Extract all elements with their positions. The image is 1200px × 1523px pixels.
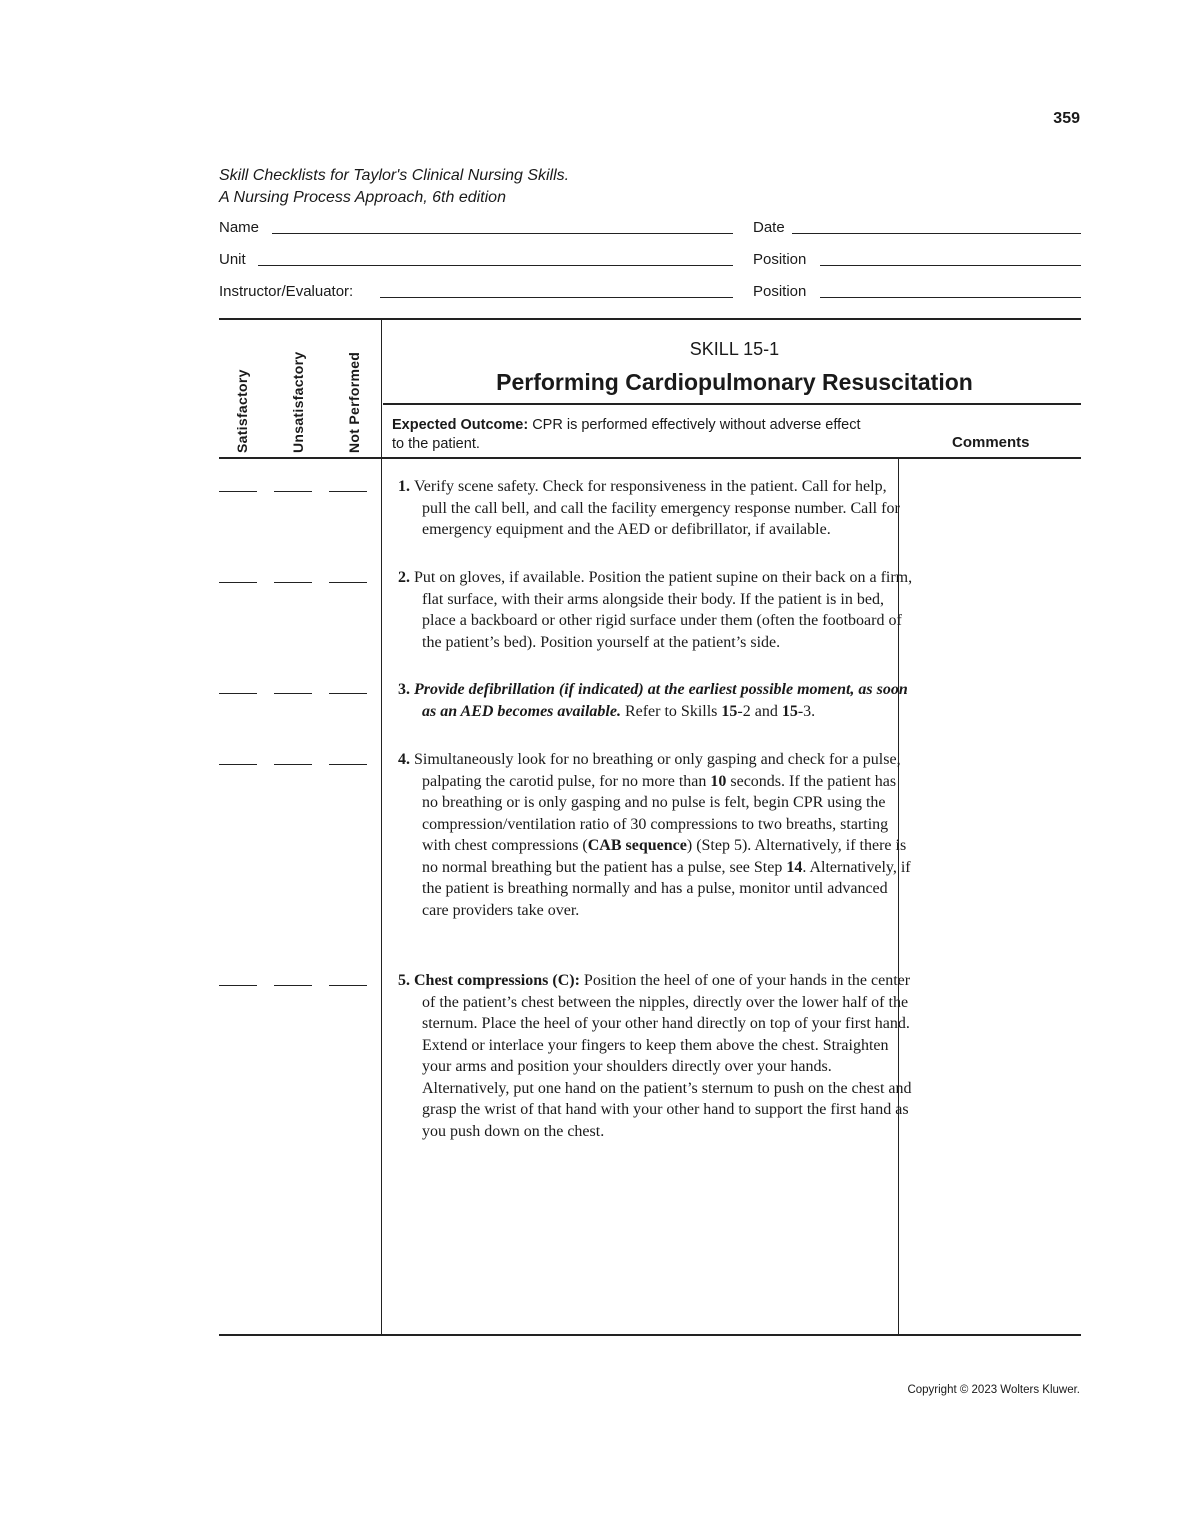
step-4-unsatisfactory-blank[interactable] [274, 764, 312, 765]
comments-area[interactable] [900, 459, 1081, 1334]
page-number: 359 [1053, 110, 1080, 127]
step-text: CAB sequence [587, 837, 687, 854]
step-2-not-performed-blank[interactable] [329, 582, 367, 583]
step-text: 15 [781, 702, 798, 720]
position-label-1: Position [753, 251, 807, 268]
step-3-not-performed-blank[interactable] [329, 693, 367, 694]
unit-label: Unit [219, 251, 246, 268]
step-item [398, 476, 914, 541]
book-title [219, 165, 569, 209]
step-item [398, 679, 914, 722]
step-text: -3. [797, 702, 816, 720]
step-text: 15 [721, 702, 738, 720]
step-item [398, 970, 914, 1142]
copyright: Copyright © 2023 Wolters Kluwer. [907, 1384, 1080, 1396]
expected-outcome-label: Expected Outcome: [392, 417, 529, 433]
satisfactory-column-header: Satisfactory [234, 369, 250, 453]
step-1-satisfactory-blank[interactable] [219, 491, 257, 492]
step-text: seconds. If the patient has no breathing or is only gasping and no pulse is felt, begin CPR using the compression/ventilation ratio of 30 compressions to two breaths, starting with chest compressions ( [422, 772, 897, 854]
step-number: 3. [398, 681, 414, 698]
step-number: 4. [398, 751, 414, 768]
step-5-not-performed-blank[interactable] [329, 985, 367, 986]
step-text: Refer to Skills [620, 702, 722, 720]
name-label: Name [219, 219, 260, 236]
skill-title-rule [383, 403, 1081, 405]
step-2-unsatisfactory-blank[interactable] [274, 582, 312, 583]
instructor-field[interactable] [380, 297, 733, 298]
step-text: Put on gloves, if available. Position the patient supine on their back on a firm, flat surface, with their arms alongside their body. If the patient is in bed, place a backboard or other rigid surface under them (often the footboard of the patient’s bed). Position yourself at the patient’s side. [414, 569, 913, 651]
step-number: 5. [398, 972, 414, 989]
date-label: Date [753, 219, 785, 236]
step-text: -2 and [737, 702, 782, 720]
step-text: 14 [786, 858, 803, 876]
step-1-unsatisfactory-blank[interactable] [274, 491, 312, 492]
step-text: Verify scene safety. Check for responsiveness in the patient. Call for help, pull the call bell, and call the facility emergency response number. Call for emergency equipment and the AED or defibrillator, if available. [414, 478, 900, 538]
skill-number: SKILL 15-1 [689, 339, 780, 359]
not-performed-column-header: Not Performed [346, 351, 362, 453]
step-item [398, 749, 914, 921]
step-1-not-performed-blank[interactable] [329, 491, 367, 492]
step-4-satisfactory-blank[interactable] [219, 764, 257, 765]
position-label-2: Position [753, 283, 807, 300]
expected-outcome-text: CPR is performed effectively without adverse effect to the patient. [392, 417, 861, 452]
unsatisfactory-column-header: Unsatisfactory [290, 351, 306, 453]
step-2-satisfactory-blank[interactable] [219, 582, 257, 583]
step-text: Chest compressions (C): [414, 972, 580, 989]
unit-field[interactable] [258, 265, 733, 266]
table-top-rule [219, 318, 1081, 320]
book-title-line-1: Skill Checklists for Taylor's Clinical Nursing Skills. [219, 167, 570, 184]
step-text: 10 [710, 772, 727, 790]
step-5-satisfactory-blank[interactable] [219, 985, 257, 986]
position-field-2[interactable] [820, 297, 1081, 298]
book-title-line-2: A Nursing Process Approach, 6th edition [219, 189, 506, 206]
date-field[interactable] [792, 233, 1081, 234]
step-4-not-performed-blank[interactable] [329, 764, 367, 765]
column-divider-steps [381, 319, 382, 1335]
skill-title: Performing Cardiopulmonary Resuscitation [496, 369, 973, 395]
table-bottom-rule [219, 1334, 1081, 1336]
step-3-unsatisfactory-blank[interactable] [274, 693, 312, 694]
step-3-satisfactory-blank[interactable] [219, 693, 257, 694]
step-number: 2. [398, 569, 414, 586]
step-5-unsatisfactory-blank[interactable] [274, 985, 312, 986]
step-item [398, 567, 914, 653]
instructor-label: Instructor/Evaluator: [219, 283, 354, 300]
step-text: . Alternatively, if the patient is breathing normally and has a pulse, monitor until advanced care providers take over. [422, 858, 911, 919]
name-field[interactable] [272, 233, 733, 234]
expected-outcome [392, 416, 862, 454]
step-text: ) (Step 5). Alternatively, if there is no normal breathing but the patient has a pulse, see Step [422, 837, 907, 876]
comments-column-header: Comments [952, 434, 1030, 451]
position-field-1[interactable] [820, 265, 1081, 266]
step-number: 1. [398, 478, 414, 495]
step-text: Simultaneously look for no breathing or only gasping and check for a pulse, palpating the carotid pulse, for no more than [414, 751, 901, 790]
step-text: Provide defibrillation (if indicated) at the earliest possible moment, as soon as an AED becomes available. [414, 681, 908, 720]
step-text: Position the heel of one of your hands in the center of the patient’s chest between the nipples, directly over the lower half of the sternum. Place the heel of your other hand directly on top of your first hand. Extend or interlace your fingers to keep them above the chest. Straighten your arms and position your shoulders directly over your hands. Alternatively, put one hand on the patient’s sternum to push on the chest and grasp the wrist of that hand with your other hand to support the first hand as you push down on the chest. [422, 972, 912, 1140]
